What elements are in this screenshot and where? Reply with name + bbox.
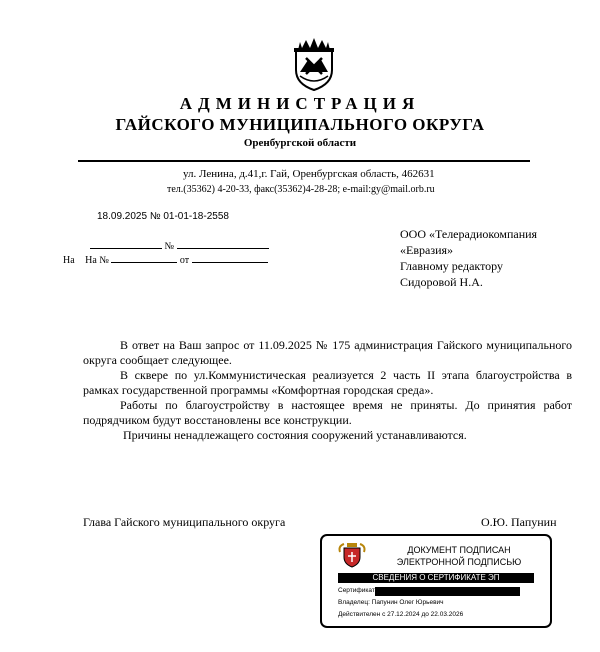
- reg-blank-date: [90, 238, 162, 249]
- reg-no-sign: №: [164, 241, 175, 252]
- body-paragraph: В ответ на Ваш запрос от 11.09.2025 № 175 администрация Гайского муниципального округа сообщает следующее.: [83, 338, 572, 367]
- cert-owner: Владелец: Папунин Олег Юрьевич: [338, 599, 444, 606]
- recipient-line: Сидоровой Н.А.: [400, 275, 483, 289]
- org-region: Оренбургской области: [243, 137, 357, 149]
- org-address: ул. Ленина, д.41,г. Гай, Оренбургская область, 462631: [183, 168, 435, 180]
- stamp-line-2: ЭЛЕКТРОННОЙ ПОДПИСЬЮ: [396, 557, 522, 567]
- body-paragraph: Работы по благоустройству в настоящее время не приняты. До принятия работ подрядчиком будут восстановлены все конструкции.: [83, 398, 572, 427]
- recipient-block: [400, 226, 537, 290]
- reg-blank-line-1: [90, 238, 269, 252]
- header-divider: [78, 160, 530, 162]
- na-no-blank: [111, 252, 177, 263]
- ot-label: от: [179, 255, 190, 266]
- reg-blank-number: [177, 238, 269, 249]
- stamp-emblem-icon: [338, 542, 366, 568]
- reg-blank-line-2: [63, 252, 268, 266]
- recipient-line: ООО «Телерадиокомпания: [400, 227, 538, 241]
- na-no-label: На №: [85, 255, 109, 266]
- body-paragraph: Причины ненадлежащего состояния сооружений устанавливаются.: [123, 428, 467, 442]
- cert-redacted: [375, 587, 520, 596]
- cert-header-text: СВЕДЕНИЯ О СЕРТИФИКАТЕ ЭП: [372, 573, 500, 582]
- ot-blank: [192, 252, 268, 263]
- cert-validity: Действителен с 27.12.2024 до 22.03.2026: [338, 611, 464, 618]
- recipient-line: Главному редактору: [400, 259, 504, 273]
- na-label: На: [63, 255, 75, 266]
- coat-of-arms-emblem: [286, 36, 342, 94]
- signatory-name: О.Ю. Папунин: [481, 515, 557, 529]
- signatory-position: Глава Гайского муниципального округа: [83, 515, 286, 529]
- org-contacts: тел.(35362) 4-20-33, факс(35362)4-28-28; e-mail:gy@mail.orb.ru: [167, 184, 435, 195]
- registration-number: 18.09.2025 № 01-01-18-2558: [97, 211, 229, 222]
- e-signature-stamp: [320, 534, 552, 628]
- stamp-line-1: ДОКУМЕНТ ПОДПИСАН: [407, 545, 511, 555]
- org-subtitle: ГАЙСКОГО МУНИЦИПАЛЬНОГО ОКРУГА: [115, 115, 485, 134]
- letter-body: [83, 338, 572, 443]
- body-paragraph: В сквере по ул.Коммунистическая реализуется 2 часть II этапа благоустройства в рамках государственной программы «Комфортная городская среда».: [83, 368, 572, 397]
- cert-label: Сертификат: [338, 587, 375, 594]
- recipient-line: «Евразия»: [400, 243, 454, 257]
- org-title: АДМИНИСТРАЦИЯ: [179, 94, 421, 113]
- cert-header-bar: [338, 573, 534, 583]
